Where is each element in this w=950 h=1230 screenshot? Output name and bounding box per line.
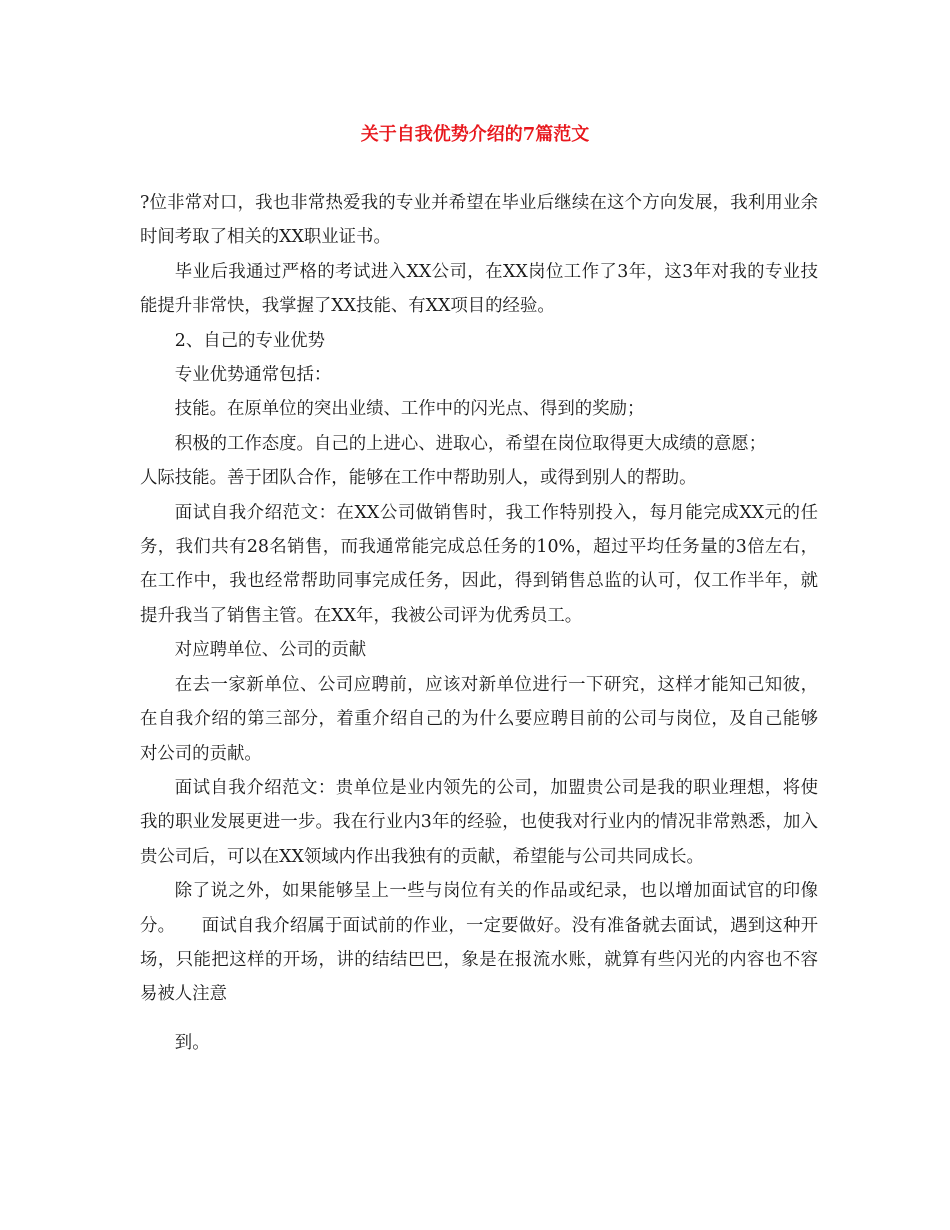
paragraph-2: 毕业后我通过严格的考试进入XX公司，在XX岗位工作了3年，这3年对我的专业技能提升非常快，我掌握了XX技能、有XX项目的经验。 [140, 261, 818, 317]
section-heading-professional-advantage: 2、自己的专业优势 [174, 330, 325, 351]
paragraph-11: 面试自我介绍范文：贵单位是业内领先的公司，加盟贵公司是我的职业理想，将使我的职业发展更进一步。我在行业内3年的经验，也使我对行业内的情况非常熟悉，加入贵公司后，可以在XX领域内作出我独有的贡献，希望能与公司共同成长。 [140, 777, 818, 867]
document-body [140, 186, 818, 1060]
paragraph-8: 面试自我介绍范文：在XX公司做销售时，我工作特别投入，每月能完成XX元的任务，我们共有28名销售，而我通常能完成总任务的10%，超过平均任务量的3倍左右，在工作中，我也经常帮助同事完成任务，因此，得到销售总监的认可，仅工作半年，就提升我当了销售主管。在XX年，我被公司评为优秀员工。 [140, 502, 818, 626]
section-heading-contribution: 对应聘单位、公司的贡献 [174, 640, 367, 661]
paragraph-13: 到。 [174, 1032, 210, 1053]
paragraph-12: 除了说之外，如果能够呈上一些与岗位有关的作品或纪录，也以增加面试官的印像分。 面试自我介绍属于面试前的作业，一定要做好。没有准备就去面试，遇到这种开场，只能把这样的开场，讲的结结巴巴，象是在报流水账，就算有些闪光的内容也不容易被人注意 [140, 881, 818, 1005]
paragraph-7: 人际技能。善于团队合作，能够在工作中帮助别人，或得到别人的帮助。 [140, 468, 697, 489]
paragraph-6: 积极的工作态度。自己的上进心、进取心，希望在岗位取得更大成绩的意愿； [174, 433, 767, 454]
paragraph-4: 专业优势通常包括： [174, 365, 332, 386]
document-title: 关于自我优势介绍的7篇范文 [360, 124, 590, 145]
paragraph-1: ?位非常对口，我也非常热爱我的专业并希望在毕业后继续在这个方向发展，我利用业余时间考取了相关的XX职业证书。 [140, 193, 818, 248]
paragraph-5: 技能。在原单位的突出业绩、工作中的闪光点、得到的奖励； [174, 399, 645, 420]
paragraph-10: 在去一家新单位、公司应聘前，应该对新单位进行一下研究，这样才能知己知彼，在自我介绍的第三部分，着重介绍自己的为什么要应聘目前的公司与岗位，及自己能够对公司的贡献。 [140, 674, 818, 764]
